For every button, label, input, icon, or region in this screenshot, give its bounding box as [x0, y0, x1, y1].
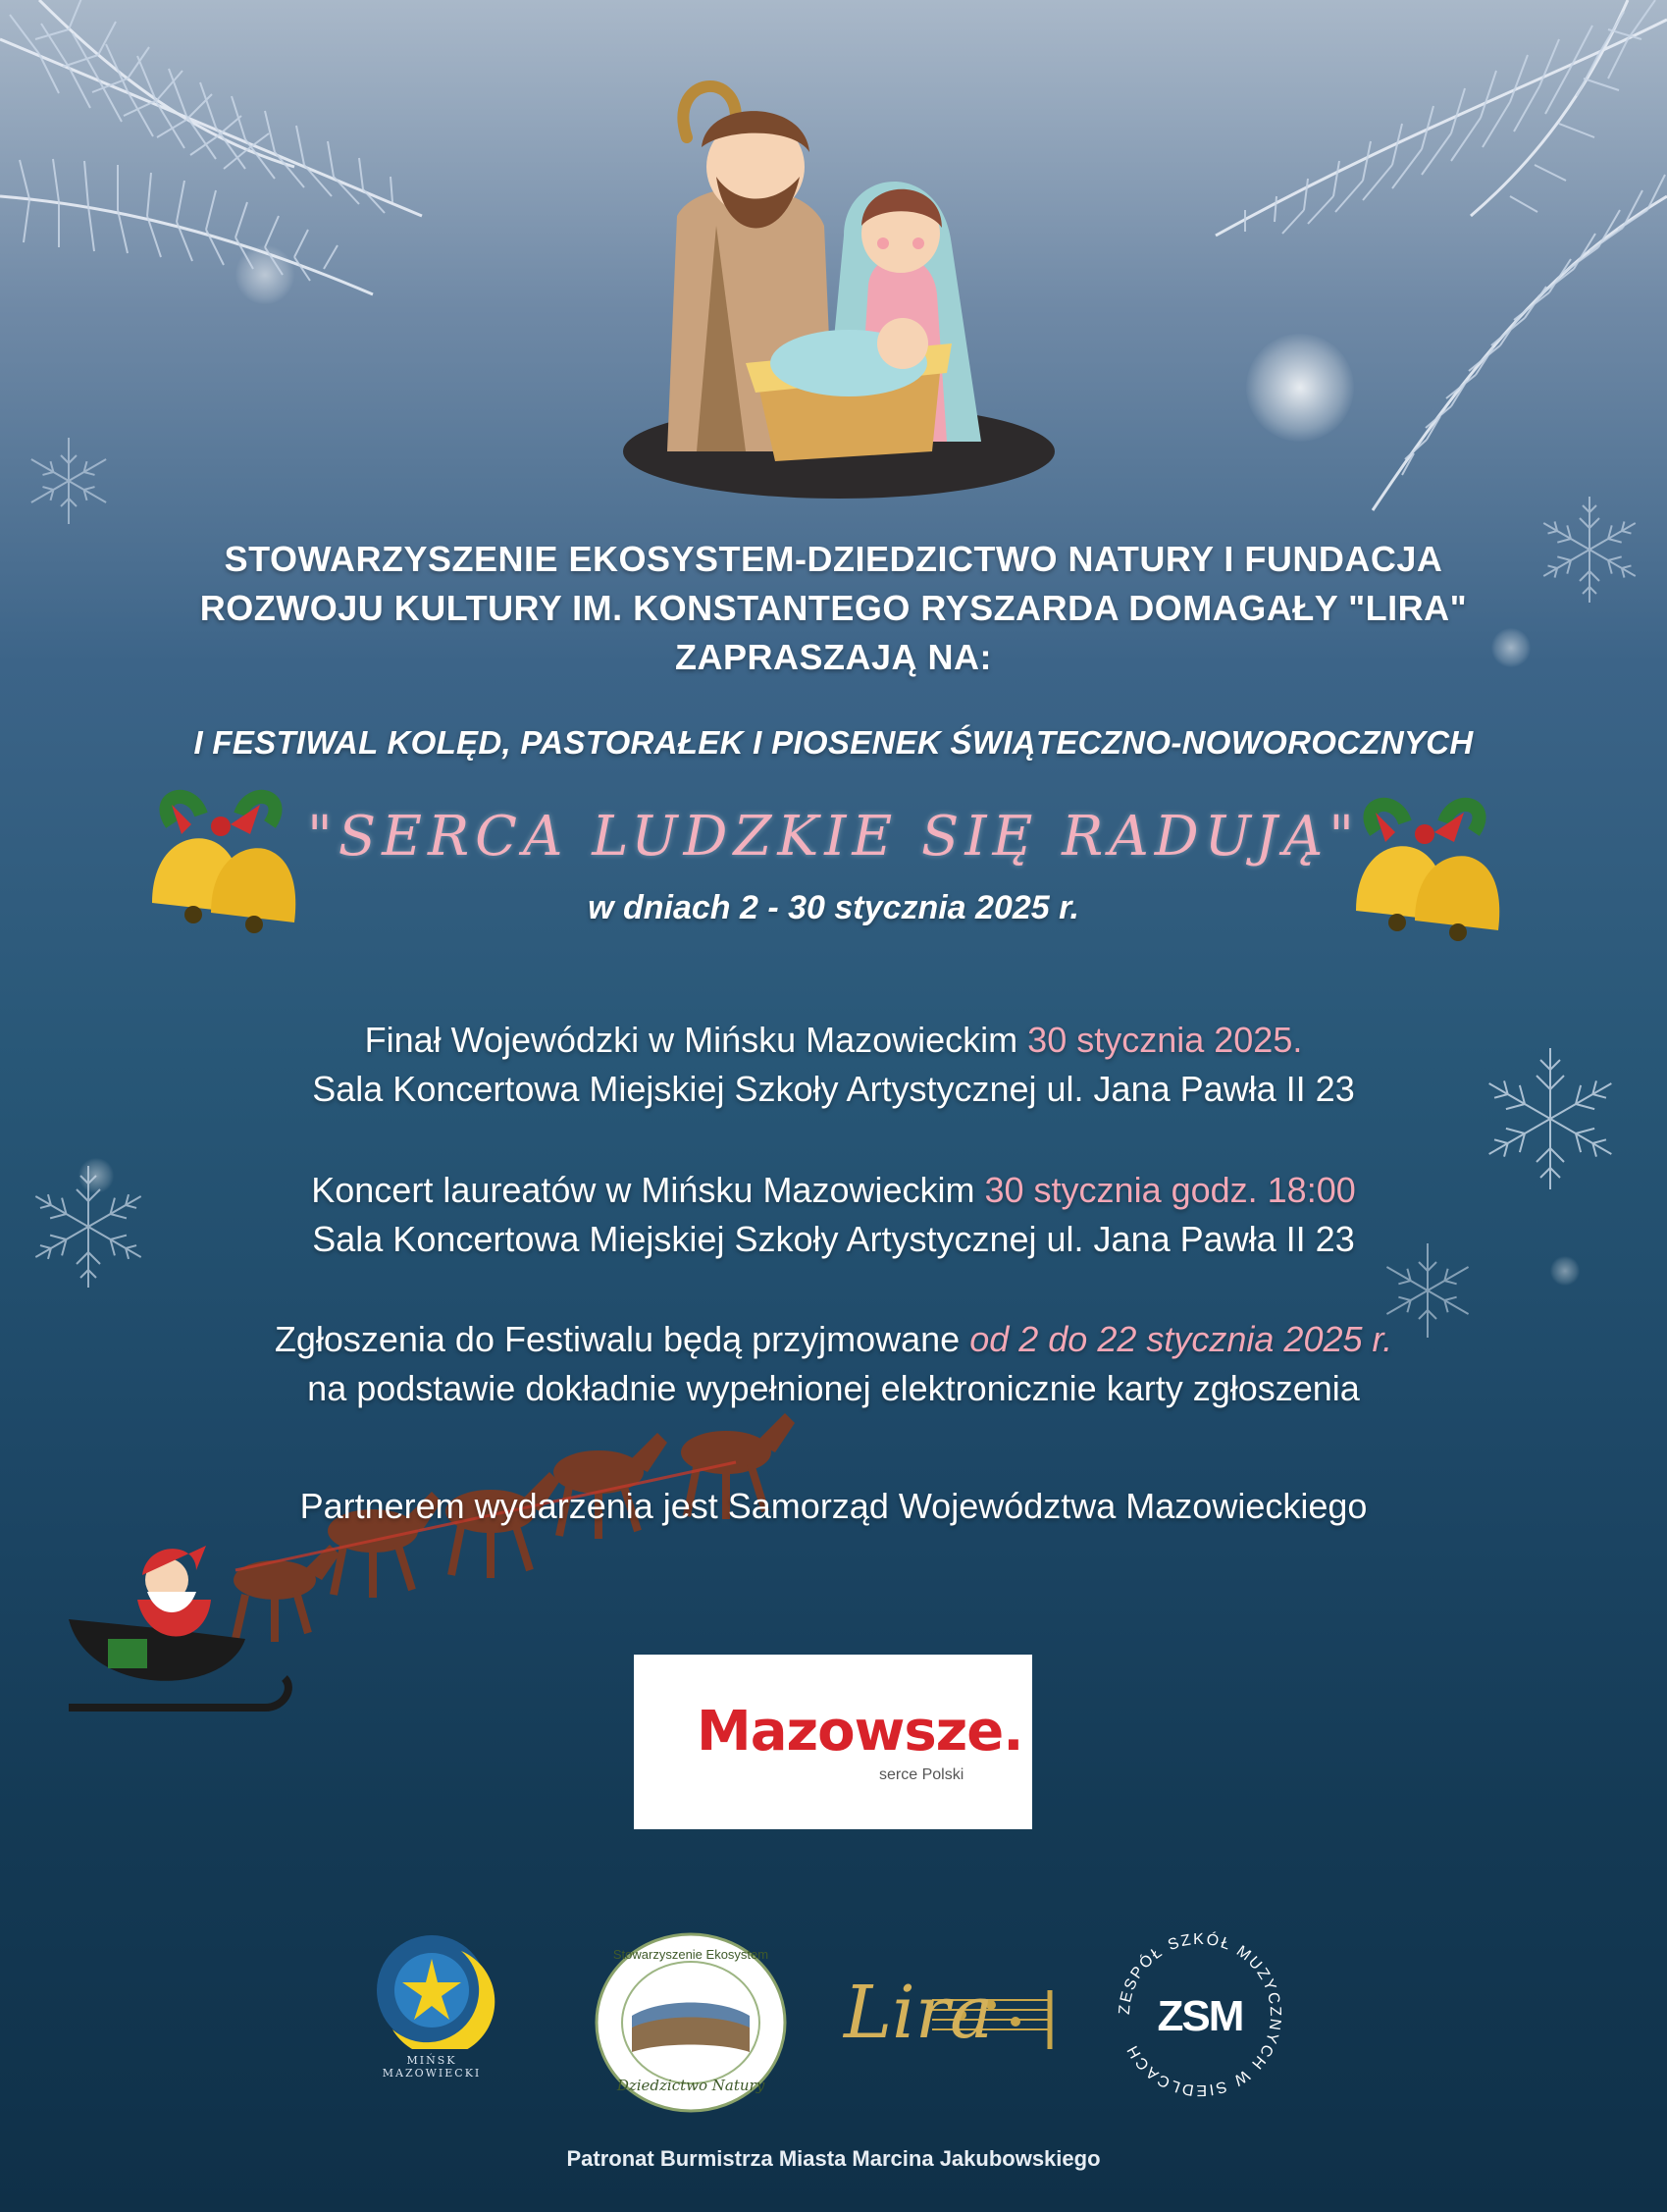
concert-location: Koncert laureatów w Mińsku Mazowieckim — [311, 1170, 975, 1210]
final-info — [0, 1016, 1667, 1114]
ekosystem-bottom-text: Dziedzictwo Natury — [616, 2077, 765, 2094]
nativity-illustration — [608, 59, 1060, 510]
ekosystem-logo — [593, 1929, 789, 2116]
pine-branch-left-icon — [0, 0, 549, 373]
concert-line-1 — [0, 1166, 1667, 1215]
minsk-mazowiecki-logo — [363, 1931, 500, 2088]
registration-form-note: na podstawie dokładnie wypełnionej elektronicznie karty zgłoszenia — [307, 1368, 1360, 1408]
minsk-emblem-icon — [363, 1931, 500, 2049]
mazowsze-logo — [634, 1655, 1032, 1829]
lira-logo-text: Lira — [844, 1971, 994, 2055]
final-date: 30 stycznia 2025. — [1027, 1020, 1303, 1060]
concert-info — [0, 1166, 1667, 1264]
concert-venue: Sala Koncertowa Miejskiej Szkoły Artystycznej ul. Jana Pawła II 23 — [312, 1219, 1355, 1259]
registration-dates: od 2 do 22 stycznia 2025 r. — [969, 1319, 1393, 1359]
patronat-footer: Patronat Burmistrza Miasta Marcina Jakubowskiego — [566, 2146, 1101, 2171]
snowflake-icon — [20, 432, 118, 530]
festival-title: I FESTIWAL KOLĘD, PASTORAŁEK I PIOSENEK ŚWIĄTECZNO-NOWOROCZNYCH — [193, 724, 1474, 761]
organizers-line-1: STOWARZYSZENIE EKOSYSTEM-DZIEDZICTWO NATURY I FUNDACJA — [224, 539, 1443, 579]
mazowsze-logo-tagline: serce Polski — [879, 1766, 964, 1783]
festival-dates: w dniach 2 - 30 stycznia 2025 r. — [588, 889, 1079, 926]
ekosystem-top-text: Stowarzyszenie Ekosystem — [612, 1947, 769, 1962]
festival-motto: "SERCA LUDZKIE SIĘ RADUJĄ" — [306, 805, 1361, 869]
final-location: Finał Wojewódzki w Mińsku Mazowieckim — [364, 1020, 1018, 1060]
organizers-line-2: ROZWOJU KULTURY IM. KONSTANTEGO RYSZARDA DOMAGAŁY "LIRA" — [199, 588, 1468, 628]
registration-line-1 — [0, 1315, 1667, 1364]
pine-branch-right-icon — [1078, 0, 1667, 550]
final-venue: Sala Koncertowa Miejskiej Szkoły Artystycznej ul. Jana Pawła II 23 — [312, 1069, 1355, 1109]
lira-logo — [844, 1961, 1060, 2069]
final-line-1 — [0, 1016, 1667, 1065]
organizers-line-3: ZAPRASZAJĄ NA: — [674, 637, 992, 677]
organizers-heading — [0, 535, 1667, 682]
registration-text: Zgłoszenia do Festiwalu będą przyjmowane — [274, 1319, 961, 1359]
zsm-ring-text: ZESPÓŁ SZKÓŁ MUZYCZNYCH W SIEDLCACH — [1116, 1930, 1284, 2099]
zsm-center-text: ZSM — [1157, 1992, 1243, 2040]
minsk-caption-line-2: MAZOWIECKI — [382, 2067, 482, 2080]
mazowsze-logo-text: Mazowsze. — [697, 1700, 1023, 1764]
partner-info: Partnerem wydarzenia jest Samorząd Województwa Mazowieckiego — [299, 1486, 1368, 1526]
minsk-caption-line-1: MIŃSK — [406, 2054, 457, 2067]
zsm-logo — [1107, 1922, 1293, 2108]
concert-date: 30 stycznia godz. 18:00 — [984, 1170, 1356, 1210]
